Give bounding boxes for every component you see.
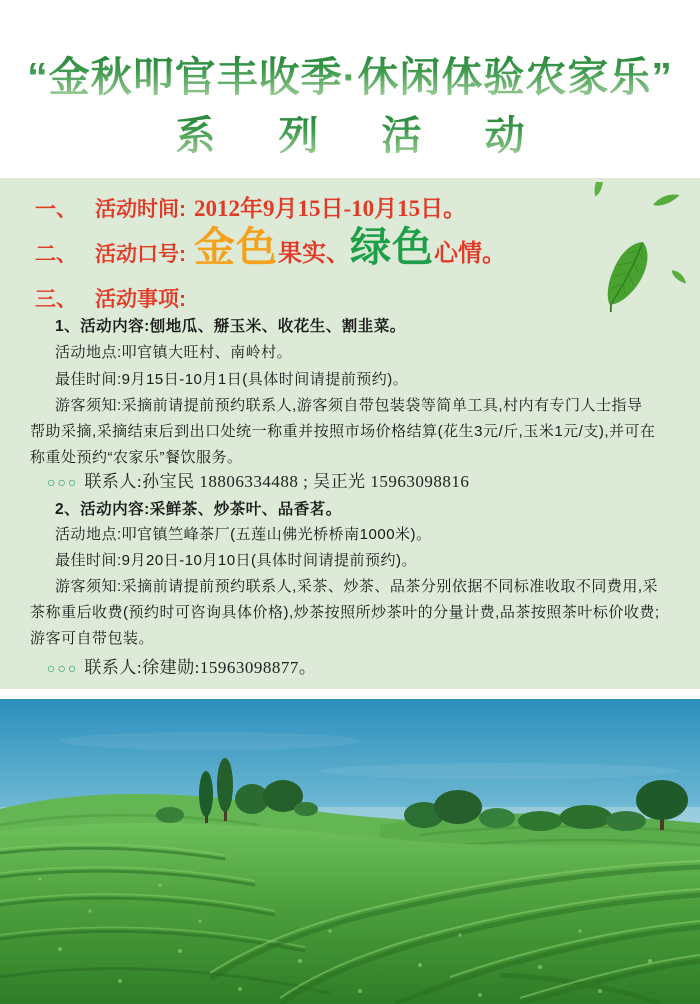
slogan-green-word: 绿色 [350, 224, 434, 270]
activity2-notice-line1: 游客须知:采摘前请提前预约联系人,采茶、炒茶、品茶分别依据不同标准收取不同费用,采 [55, 578, 659, 595]
leaf-icon [671, 267, 688, 287]
activity1-notice-line1: 游客须知:采摘前请提前预约联系人,游客须自带包装袋等简单工具,村内有专门人士指导 [55, 397, 643, 414]
section-items-label: 活动事项: [95, 288, 186, 311]
section-time [35, 190, 466, 223]
activity2-location: 活动地点:叩官镇竺峰茶厂(五莲山佛光桥桥南1000米)。 [55, 526, 432, 543]
activity2-content: 2、活动内容:采鲜茶、炒茶叶、品香茗。 [55, 501, 342, 518]
contact-bullets-icon: ○○○ [47, 660, 79, 676]
tea-field-illustration [0, 699, 700, 1004]
leaf-icon [590, 182, 609, 197]
activity2-contact-text: 联系人:徐建勋:15963098877。 [84, 658, 317, 677]
section-time-value: 2012年9月15日-10月15日。 [194, 196, 467, 221]
slogan-gold-suffix: 果实、 [278, 240, 350, 267]
poster-title-line1: “金秋叩官丰收季·休闲体验农家乐” [0, 44, 700, 103]
activity2-notice-line2: 茶称重后收费(预约时可咨询具体价格),炒茶按照所炒茶叶的分量计费,品茶按照茶叶标价收费; [30, 604, 660, 621]
activity1-contact [47, 467, 469, 492]
activity1-contact-text: 联系人:孙宝民 18806334488 ; 吴正光 15963098816 [84, 472, 470, 491]
activity1-location: 活动地点:叩官镇大旺村、南岭村。 [55, 344, 293, 361]
slogan-gold-word: 金色 [194, 224, 278, 270]
activity2-best-time: 最佳时间:9月20日-10月10日(具体时间请提前预约)。 [55, 552, 418, 569]
section-slogan-label: 活动口号: [95, 243, 186, 266]
slogan-green-suffix: 心情。 [434, 240, 506, 267]
section-items-number: 三、 [35, 288, 77, 311]
section-slogan-number: 二、 [35, 243, 77, 266]
poster-title-line2: 系 列 活 动 [0, 104, 700, 161]
activity1-best-time: 最佳时间:9月15日-10月1日(具体时间请提前预约)。 [55, 371, 409, 388]
leaf-icons [565, 182, 700, 312]
section-slogan [35, 224, 506, 278]
activity1-notice-line2: 帮助采摘,采摘结束后到出口处统一称重并按照市场价格结算(花生3元/斤,玉米1元/支),并可在 [30, 423, 656, 440]
section-time-number: 一、 [35, 198, 77, 221]
activity1-content: 1、活动内容:刨地瓜、掰玉米、收花生、割韭菜。 [55, 318, 406, 335]
activity1-notice-line3: 称重处预约“农家乐”餐饮服务。 [30, 449, 243, 466]
activity2-notice-line3: 游客可自带包装。 [30, 630, 155, 647]
tea-field-photo [0, 699, 700, 1004]
section-time-label: 活动时间: [95, 198, 186, 221]
leaf-decoration [565, 182, 700, 312]
activity2-contact [47, 653, 316, 678]
leaf-icon [594, 236, 657, 312]
leaf-icon [652, 193, 681, 207]
contact-bullets-icon: ○○○ [47, 474, 79, 490]
section-items-header [35, 283, 194, 313]
